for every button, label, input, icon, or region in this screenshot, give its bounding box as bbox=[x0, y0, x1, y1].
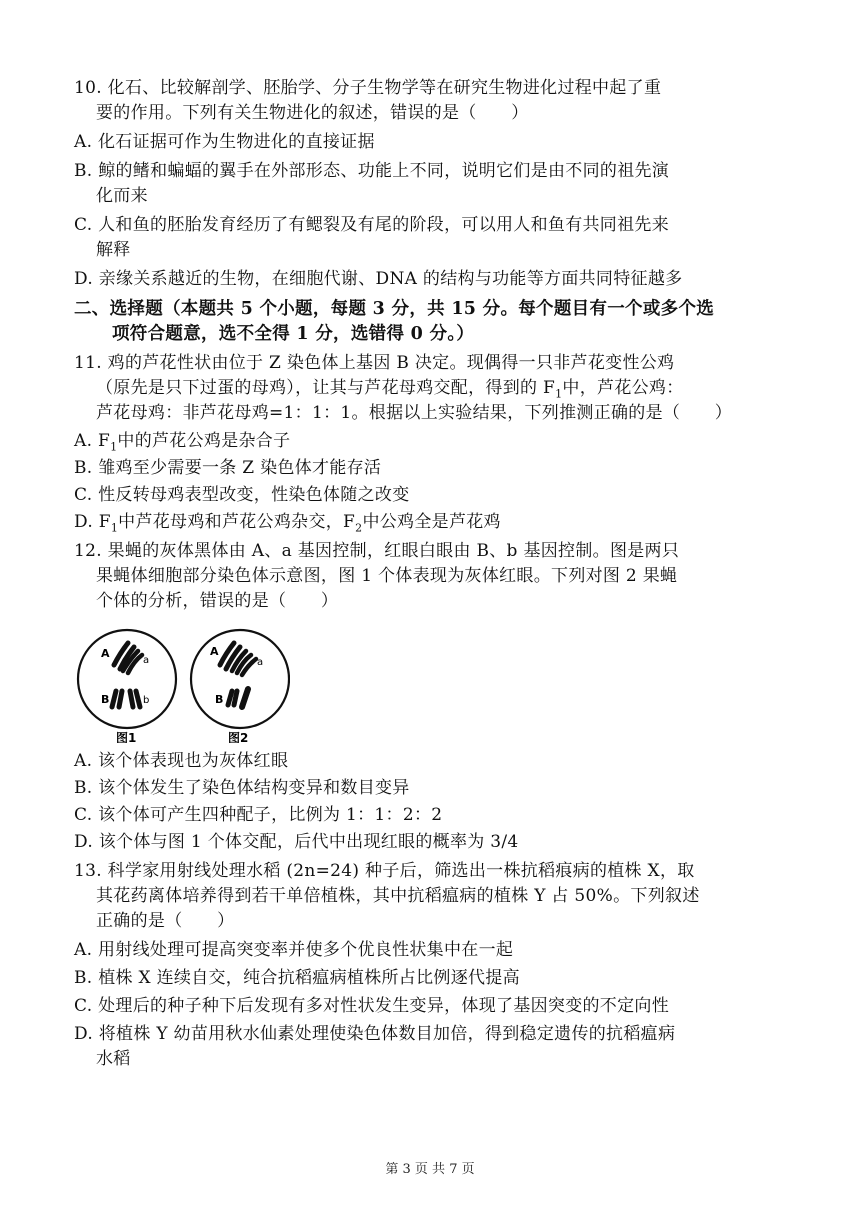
q11-option-c: C. 性反转母鸡表型改变，性染色体随之改变 bbox=[74, 485, 410, 505]
q13-stem-line1: 13. 科学家用射线处理水稻 (2n=24) 种子后，筛选出一株抗稻痕病的植株 X，取 bbox=[74, 861, 695, 881]
q12-option-c: C. 该个体可产生四种配子，比例为 1：1：2：2 bbox=[74, 805, 443, 825]
chromosome-figures bbox=[70, 625, 290, 743]
q13-stem-line3: 正确的是（ ） bbox=[96, 911, 235, 931]
fig1-gene-a: a bbox=[143, 655, 150, 666]
fig2-gene-A: A bbox=[210, 645, 219, 658]
q10-option-a: A. 化石证据可作为生物进化的直接证据 bbox=[74, 132, 375, 152]
q10-stem-line2: 要的作用。下列有关生物进化的叙述，错误的是（ ） bbox=[96, 103, 529, 123]
fig1-gene-b: b bbox=[143, 695, 150, 706]
q12-stem-line1: 12. 果蝇的灰体黑体由 A、a 基因控制，红眼白眼由 B、b 基因控制。图是两只 bbox=[74, 541, 680, 561]
figure-2 bbox=[191, 630, 289, 743]
q11-option-b: B. 雏鸡至少需要一条 Z 染色体才能存活 bbox=[74, 458, 382, 478]
q13-option-d-cont: 水稻 bbox=[96, 1049, 131, 1069]
fig2-caption: 图2 bbox=[228, 731, 249, 743]
q11-option-d: D. $F_1$中芦花母鸡和芦花公鸡杂交，$F_2$中公鸡全是芦花鸡 bbox=[74, 512, 501, 535]
page-footer: 第 3 页 共 7 页 bbox=[385, 1162, 475, 1177]
q11-stem-line1: 11. 鸡的芦花性状由位于 Z 染色体上基因 B 决定。现偶得一只非芦花变性公鸡 bbox=[74, 353, 675, 373]
q12-option-d: D. 该个体与图 1 个体交配，后代中出现红眼的概率为 3/4 bbox=[74, 832, 519, 852]
fig1-gene-B: B bbox=[101, 693, 110, 706]
q11-option-a: A. $F_1$中的芦花公鸡是杂合子 bbox=[74, 431, 291, 454]
section2-heading-cont: 项符合题意，选不全得 1 分，选错得 0 分。） bbox=[112, 324, 475, 344]
q13-option-b: B. 植株 X 连续自交，纯合抗稻瘟病植株所占比例逐代提高 bbox=[74, 968, 520, 988]
q13-option-c: C. 处理后的种子种下后发现有多对性状发生变异，体现了基因突变的不定向性 bbox=[74, 996, 670, 1016]
q10-option-b-cont: 化而来 bbox=[96, 186, 148, 206]
fig2-gene-a: a bbox=[257, 657, 264, 668]
q11-stem-line2: （原先是只下过蛋的母鸡），让其与芦花母鸡交配，得到的 $F_1$中，芦花公鸡： bbox=[96, 378, 684, 401]
q12-stem-line3: 个体的分析，错误的是（ ） bbox=[96, 591, 339, 611]
q13-stem-line2: 其花药离体培养得到若干单倍植株，其中抗稻瘟病的植株 Y 占 50%。下列叙述 bbox=[96, 886, 700, 906]
section2-heading: 二、选择题（本题共 5 个小题，每题 3 分，共 15 分。每个题目有一个或多个选 bbox=[74, 299, 715, 319]
q10-stem-line1: 10. 化石、比较解剖学、胚胎学、分子生物学等在研究生物进化过程中起了重 bbox=[74, 78, 662, 98]
figure-1 bbox=[78, 630, 176, 743]
q12-stem-line2: 果蝇体细胞部分染色体示意图，图 1 个体表现为灰体红眼。下列对图 2 果蝇 bbox=[96, 566, 678, 586]
q13-option-d: D. 将植株 Y 幼苗用秋水仙素处理使染色体数目加倍，得到稳定遗传的抗稻瘟病 bbox=[74, 1024, 676, 1044]
q10-option-d: D. 亲缘关系越近的生物，在细胞代谢、DNA 的结构与功能等方面共同特征越多 bbox=[74, 269, 683, 289]
q10-option-c-cont: 解释 bbox=[96, 240, 131, 260]
fig1-caption: 图1 bbox=[116, 731, 137, 743]
fig2-gene-B: B bbox=[215, 693, 224, 706]
q13-option-a: A. 用射线处理可提高突变率并使多个优良性状集中在一起 bbox=[74, 940, 514, 960]
q11-stem-line3: 芦花母鸡：非芦花母鸡=1：1：1。根据以上实验结果，下列推测正确的是（ ） bbox=[96, 403, 733, 423]
fig1-gene-A: A bbox=[101, 647, 110, 660]
q10-option-b: B. 鲸的鳍和蝙蝠的翼手在外部形态、功能上不同，说明它们是由不同的祖先演 bbox=[74, 161, 670, 181]
q10-option-c: C. 人和鱼的胚胎发育经历了有鳃裂及有尾的阶段，可以用人和鱼有共同祖先来 bbox=[74, 215, 670, 235]
q12-option-a: A. 该个体表现也为灰体红眼 bbox=[74, 751, 289, 771]
q12-option-b: B. 该个体发生了染色体结构变异和数目变异 bbox=[74, 778, 410, 798]
